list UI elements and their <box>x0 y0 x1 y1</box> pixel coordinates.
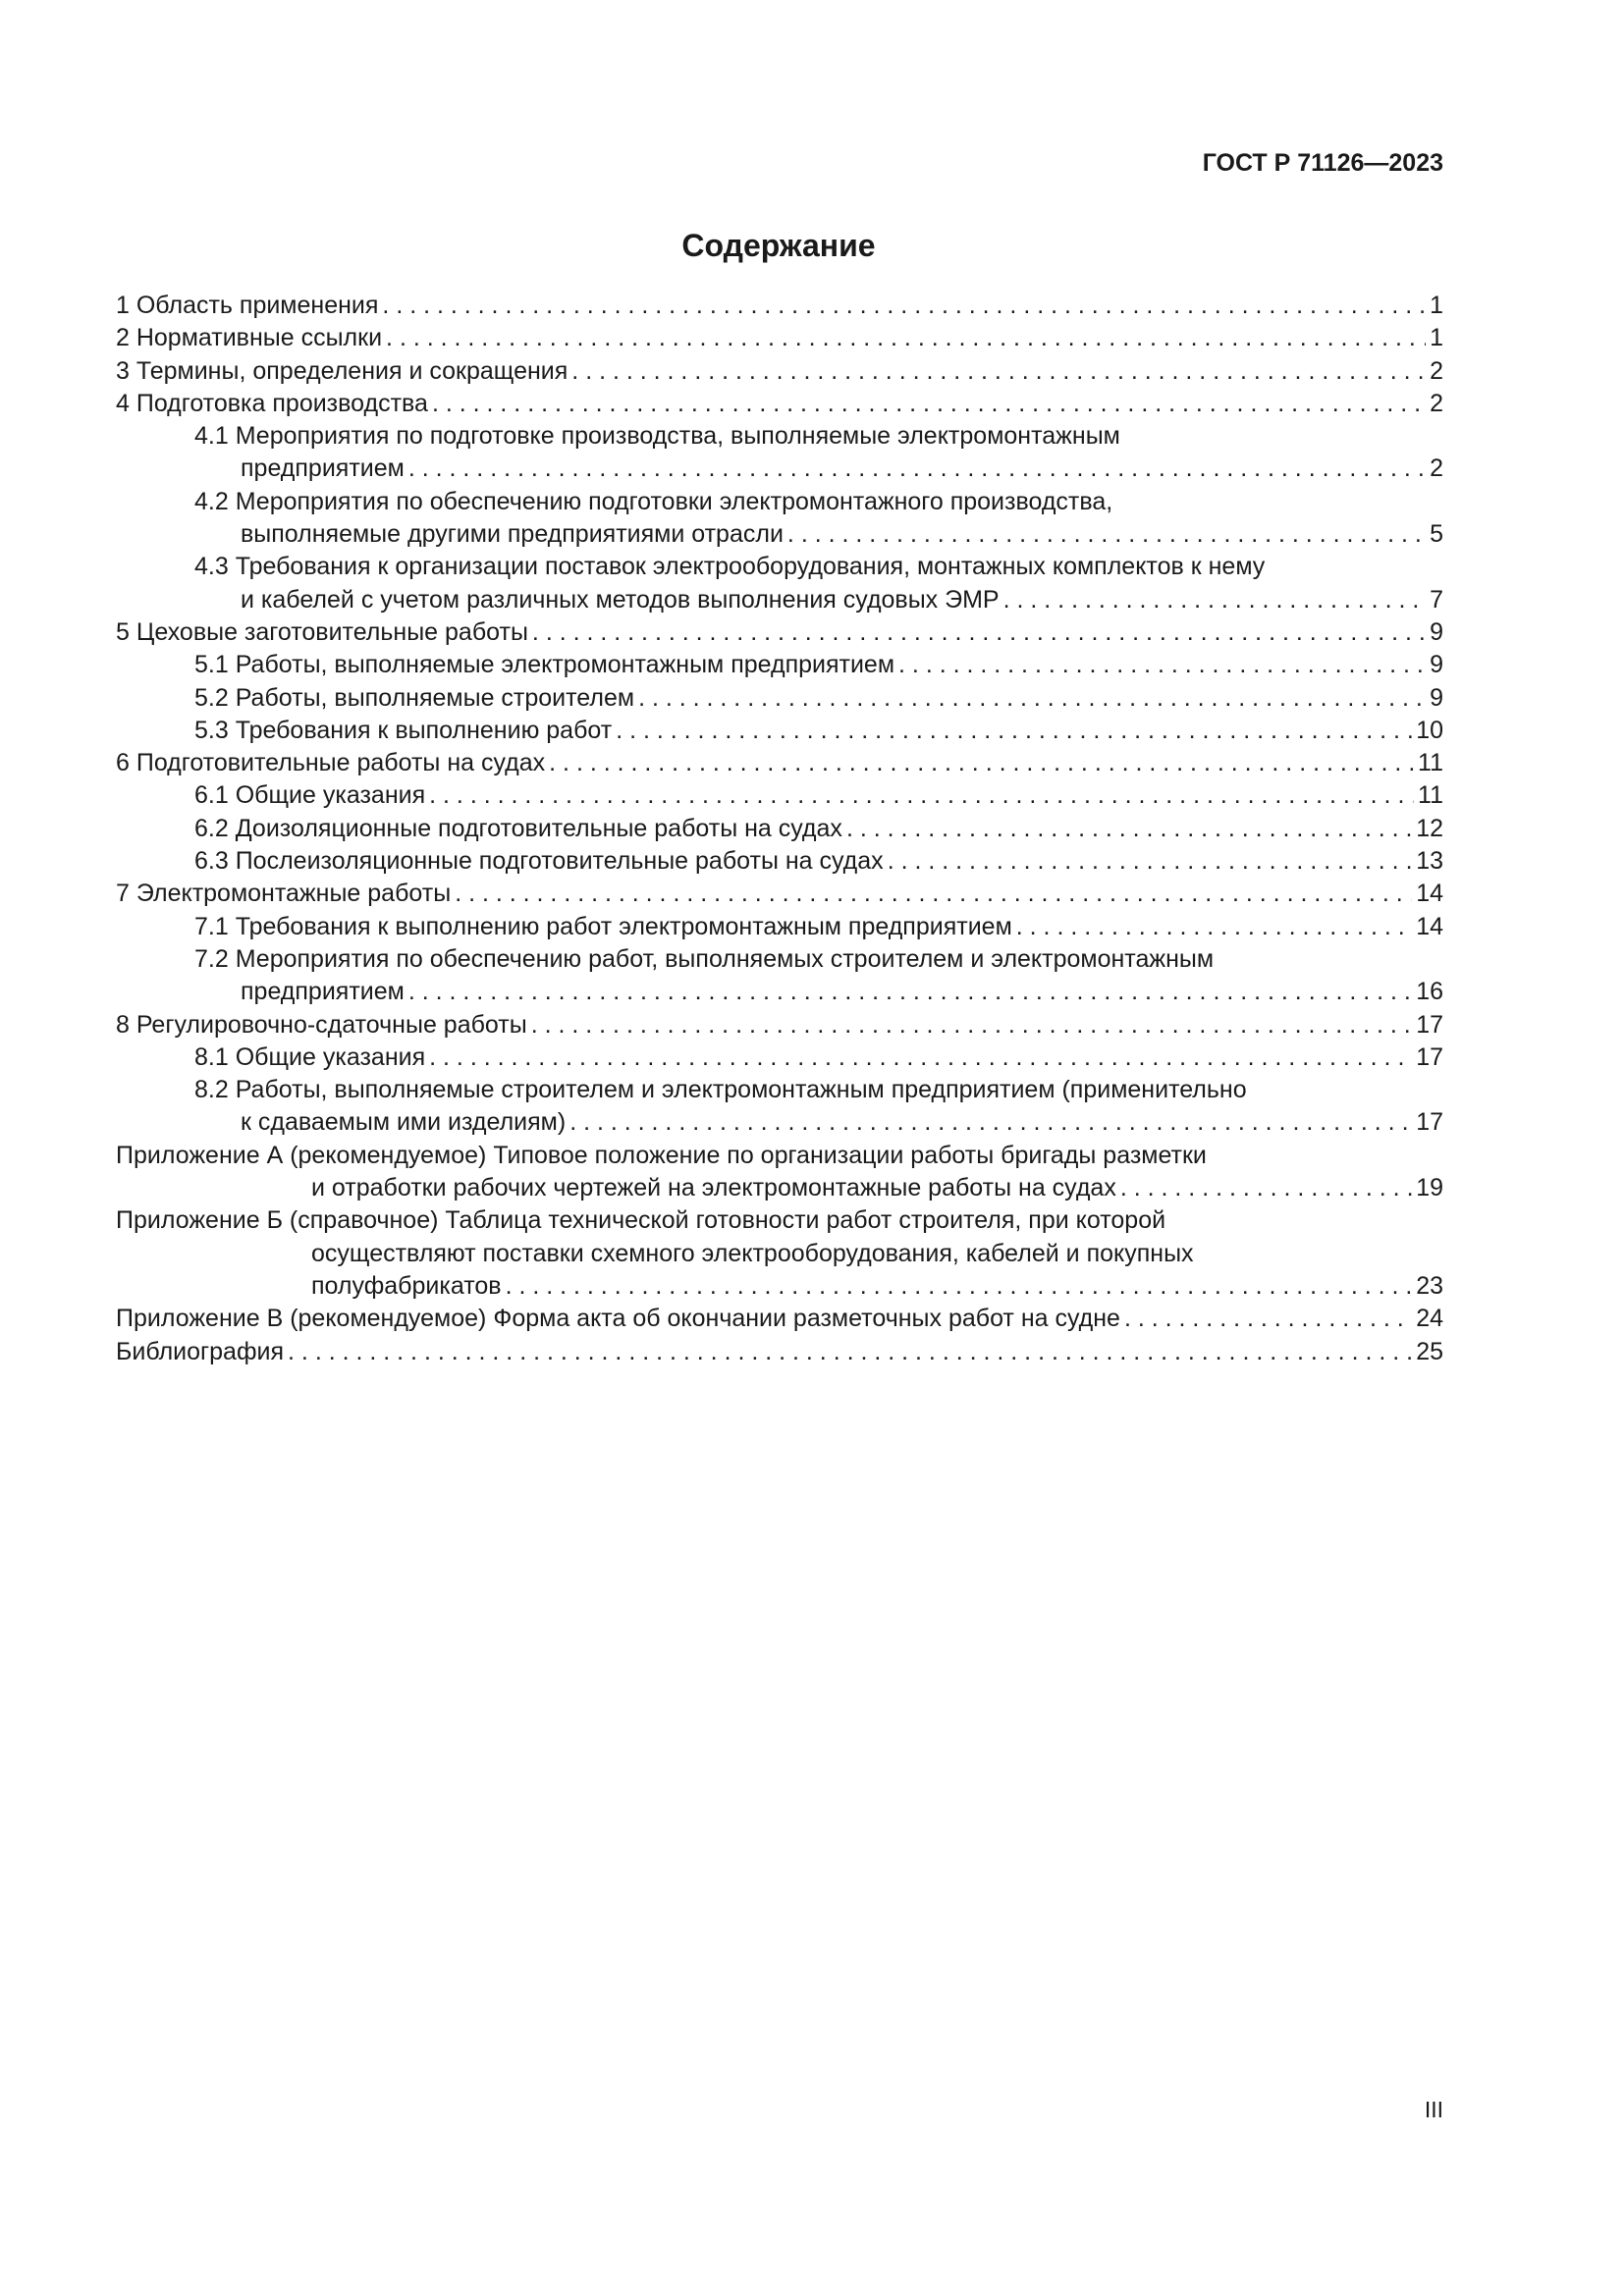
toc-page-number: 23 <box>1416 1271 1443 1300</box>
toc-entry-text: 1 Область применения <box>116 292 379 319</box>
toc-entry[interactable] <box>116 1336 1443 1368</box>
toc-title: Содержание <box>681 228 876 263</box>
toc-entry[interactable] <box>116 1140 1443 1205</box>
toc-entry[interactable] <box>116 420 1443 486</box>
toc-entry[interactable] <box>116 649 1443 681</box>
toc-entry-text: 5.1 Работы, выполняемые электромонтажным предприятием <box>194 651 895 679</box>
toc-dot-leader <box>638 682 1426 715</box>
toc-entry[interactable] <box>116 322 1443 354</box>
toc-entry-text: 8 Регулировочно-сдаточные работы <box>116 1010 527 1039</box>
toc-page-number: 17 <box>1416 1042 1443 1071</box>
toc-page-number: 9 <box>1430 617 1443 646</box>
toc-dot-leader <box>569 1106 1412 1139</box>
toc-entry[interactable] <box>116 616 1443 649</box>
toc-entry-text: осуществляют поставки схемного электрооборудования, кабелей и покупных <box>311 1239 1194 1267</box>
toc-page-number: 14 <box>1416 880 1443 908</box>
toc-dot-leader <box>429 779 1414 812</box>
toc-page-number: 12 <box>1416 814 1443 842</box>
document-code: ГОСТ Р 71126—2023 <box>1202 149 1443 177</box>
toc-page-number: 17 <box>1416 1108 1443 1137</box>
toc-dot-leader <box>549 747 1414 779</box>
toc-page-number: 1 <box>1430 324 1443 352</box>
toc-entry-text: Приложение А (рекомендуемое) Типовое положение по организации работы бригады разметки <box>116 1141 1207 1169</box>
toc-page-number: 17 <box>1416 1010 1443 1039</box>
toc-dot-leader <box>408 453 1426 485</box>
toc-entry-text: 6.3 Послеизоляционные подготовительные работы на судах <box>194 847 884 876</box>
toc-entry-text: 4.2 Мероприятия по обеспечению подготовки электромонтажного производства, <box>194 487 1113 515</box>
toc-entry[interactable] <box>116 813 1443 845</box>
toc-entry[interactable] <box>116 290 1443 322</box>
toc-dot-leader <box>532 616 1426 649</box>
toc-dot-leader <box>1120 1172 1412 1204</box>
toc-page-number: 25 <box>1416 1337 1443 1365</box>
toc-entry-text: 3 Термины, определения и сокращения <box>116 356 568 385</box>
toc-entry[interactable] <box>116 1303 1443 1335</box>
toc-page-number: 2 <box>1430 389 1443 417</box>
toc-page-number: 2 <box>1430 356 1443 385</box>
toc-page-number: 11 <box>1418 749 1443 777</box>
toc-page-number: 9 <box>1430 651 1443 679</box>
toc-entry-text: предприятием <box>241 454 405 483</box>
toc-entry[interactable] <box>116 845 1443 878</box>
toc-entry[interactable] <box>116 715 1443 747</box>
toc-entry[interactable] <box>116 486 1443 552</box>
toc-page-number: 14 <box>1416 912 1443 940</box>
toc-entry-text: Приложение Б (справочное) Таблица технической готовности работ строителя, при которой <box>116 1206 1166 1235</box>
toc-entry-text: 8.1 Общие указания <box>194 1042 426 1071</box>
toc-dot-leader <box>288 1336 1412 1368</box>
toc-entry[interactable] <box>116 911 1443 943</box>
toc-entry-text: 7.2 Мероприятия по обеспечению работ, выполняемых строителем и электромонтажным <box>194 944 1215 973</box>
toc-entry[interactable] <box>116 1009 1443 1041</box>
toc-entry-text: 8.2 Работы, выполняемые строителем и электромонтажным предприятием (применительно <box>194 1076 1247 1104</box>
toc-page-number: 11 <box>1418 781 1443 810</box>
toc-entry-text: и отработки рабочих чертежей на электромонтажные работы на судах <box>311 1174 1116 1202</box>
toc-entry[interactable] <box>116 388 1443 420</box>
toc-entry[interactable] <box>116 551 1443 616</box>
toc-entry-text: 4.3 Требования к организации поставок электрооборудования, монтажных комплектов к нему <box>194 553 1266 581</box>
toc-page-number: 10 <box>1416 716 1443 744</box>
toc-page-number: 24 <box>1416 1305 1443 1333</box>
toc-entry-text: 4 Подготовка производства <box>116 389 428 417</box>
toc-dot-leader <box>382 290 1426 322</box>
table-of-contents <box>116 290 1443 1368</box>
toc-entry[interactable] <box>116 1041 1443 1074</box>
toc-dot-leader <box>898 649 1426 681</box>
toc-entry-text: 5 Цеховые заготовительные работы <box>116 617 528 646</box>
toc-page-number: 9 <box>1430 683 1443 712</box>
toc-dot-leader <box>846 813 1412 845</box>
toc-dot-leader <box>787 518 1426 551</box>
toc-page-number: 1 <box>1430 292 1443 319</box>
toc-dot-leader <box>429 1041 1412 1074</box>
toc-page-number: 2 <box>1430 454 1443 483</box>
toc-dot-leader <box>531 1009 1412 1041</box>
toc-dot-leader <box>616 715 1412 747</box>
toc-entry[interactable] <box>116 943 1443 1009</box>
toc-dot-leader <box>408 976 1412 1008</box>
toc-dot-leader <box>571 355 1426 388</box>
toc-entry-text: к сдаваемым ими изделиям) <box>241 1108 567 1137</box>
toc-dot-leader <box>432 388 1426 420</box>
toc-entry-text: и кабелей с учетом различных методов выполнения судовых ЭМР <box>241 585 1000 614</box>
toc-entry-text: 5.2 Работы, выполняемые строителем <box>194 683 635 712</box>
toc-entry[interactable] <box>116 1204 1443 1303</box>
toc-page-number: 19 <box>1416 1174 1443 1202</box>
toc-page-number: 5 <box>1430 520 1443 549</box>
toc-entry-text: 2 Нормативные ссылки <box>116 324 383 352</box>
page-number: III <box>1424 2097 1443 2122</box>
toc-entry[interactable] <box>116 355 1443 388</box>
toc-entry[interactable] <box>116 1074 1443 1140</box>
toc-entry-text: Библиография <box>116 1337 285 1365</box>
toc-entry[interactable] <box>116 682 1443 715</box>
toc-entry-text: 6.2 Доизоляционные подготовительные работы на судах <box>194 814 842 842</box>
toc-entry-text: 7 Электромонтажные работы <box>116 880 452 908</box>
toc-page-number: 13 <box>1416 847 1443 876</box>
toc-page-number: 7 <box>1430 585 1443 614</box>
toc-entry-text: 6.1 Общие указания <box>194 781 426 810</box>
toc-entry-text: 6 Подготовительные работы на судах <box>116 749 546 777</box>
toc-entry-text: выполняемые другими предприятиями отрасли <box>241 520 784 549</box>
toc-dot-leader <box>506 1270 1413 1303</box>
toc-dot-leader <box>455 878 1412 910</box>
toc-entry-text: 7.1 Требования к выполнению работ электромонтажным предприятием <box>194 912 1012 940</box>
toc-entry[interactable] <box>116 747 1443 779</box>
toc-dot-leader <box>386 322 1426 354</box>
toc-entry-text: полуфабрикатов <box>311 1271 502 1300</box>
toc-page-number: 16 <box>1416 978 1443 1006</box>
toc-dot-leader <box>1003 584 1426 616</box>
toc-entry-text: Приложение В (рекомендуемое) Форма акта об окончании разметочных работ на судне <box>116 1305 1120 1333</box>
toc-dot-leader <box>1016 911 1412 943</box>
toc-entry-text: предприятием <box>241 978 405 1006</box>
toc-dot-leader <box>1124 1303 1412 1335</box>
toc-entry-text: 4.1 Мероприятия по подготовке производства, выполняемые электромонтажным <box>194 422 1120 451</box>
toc-entry[interactable] <box>116 779 1443 812</box>
toc-dot-leader <box>888 845 1413 878</box>
toc-entry[interactable] <box>116 878 1443 910</box>
toc-entry-text: 5.3 Требования к выполнению работ <box>194 716 613 744</box>
